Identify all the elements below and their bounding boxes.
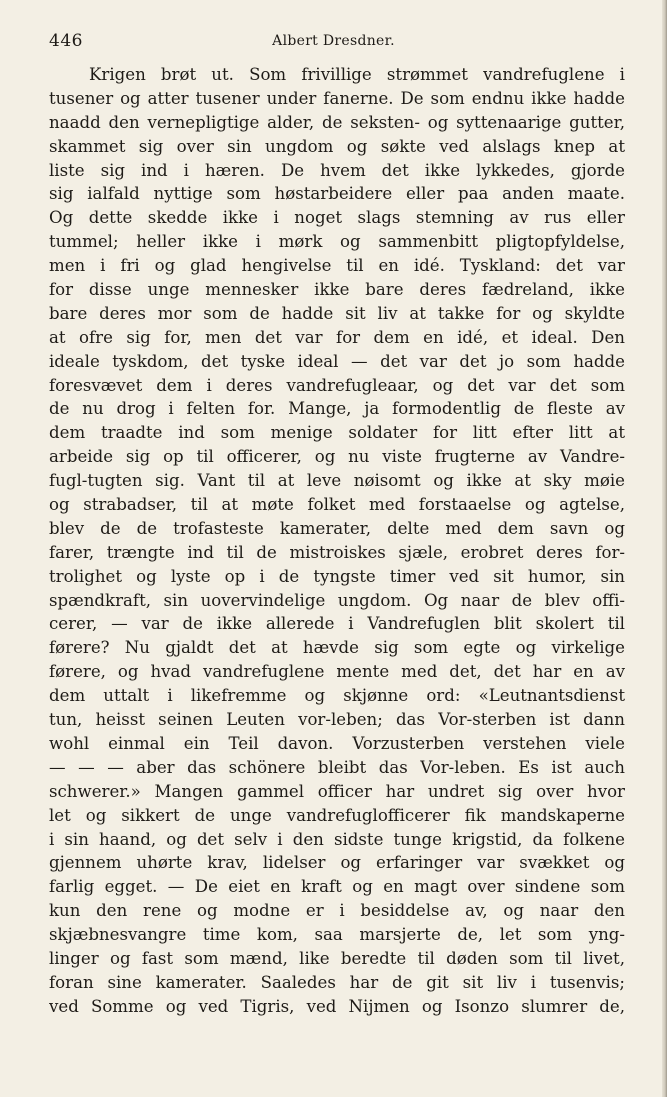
text-line: gjennem uhørte krav, lidelser og erfaringer var svækket og (49, 853, 625, 873)
text-line: og strabadser, til at møte folket med forstaaelse og agtelse, (49, 495, 625, 515)
text-line: tun, heisst seinen Leuten vor-leben; das Vor-sterben ist dann (49, 710, 625, 730)
text-line: foresvævet dem i deres vandrefugleaar, og det var det som (49, 375, 625, 395)
text-line: Og dette skedde ikke i noget slags stemning av rus eller (49, 208, 625, 228)
text-line: skjæbnesvangre time kom, saa marsjerte de, let som yng- (49, 925, 625, 945)
text-line: bare deres mor som de hadde sit liv at takke for og skyldte (49, 303, 625, 323)
text-line: spændkraft, sin uovervindelige ungdom. Og naar de blev offi- (49, 590, 625, 610)
text-line: farlig egget. — De eiet en kraft og en magt over sindene som (49, 877, 625, 897)
text-line: arbeide sig op til officerer, og nu viste frugterne av Vandre- (49, 447, 625, 467)
text-line: for disse unge mennesker ikke bare deres fædreland, ikke (49, 280, 625, 300)
text-line: ved Somme og ved Tigris, ved Nijmen og Isonzo slumrer de, (49, 996, 625, 1016)
text-line: dem uttalt i likefremme og skjønne ord: «Leutnantsdienst (49, 686, 625, 706)
page-number: 446 (49, 31, 83, 51)
text-line: dem traadte ind som menige soldater for litt efter litt at (49, 423, 625, 443)
text-line: — — — aber das schönere bleibt das Vor-leben. Es ist auch (49, 757, 625, 777)
text-line: førere? Nu gjaldt det at hævde sig som egte og virkelige (49, 638, 625, 658)
text-line: førere, og hvad vandrefuglene mente med det, det har en av (49, 662, 625, 682)
text-line: sig ialfald nyttige som høstarbeidere eller paa anden maate. (49, 184, 625, 204)
text-line: cerer, — var de ikke allerede i Vandrefuglen blit skolert til (49, 614, 625, 634)
body-text (49, 63, 625, 1019)
text-line: ideale tyskdom, det tyske ideal — det var det jo som hadde (49, 351, 625, 371)
text-line: men i fri og glad hengivelse til en idé. Tyskland: det var (49, 256, 625, 276)
text-line: wohl einmal ein Teil davon. Vorzusterben verstehen viele (49, 733, 625, 753)
text-line: at ofre sig for, men det var for dem en idé, et ideal. Den (49, 327, 625, 347)
text-line: Krigen brøt ut. Som frivillige strømmet vandrefuglene i (89, 65, 625, 84)
text-line: trolighet og lyste op i de tyngste timer ved sit humor, sin (49, 566, 625, 586)
text-line: fugl-tugten sig. Vant til at leve nøisomt og ikke at sky møie (49, 471, 625, 491)
text-line: tusener og atter tusener under fanerne. De som endnu ikke hadde (49, 88, 625, 108)
text-line: foran sine kamerater. Saaledes har de git sit liv i tusenvis; (49, 972, 625, 992)
page-edge (662, 0, 667, 1097)
text-line: schwerer.» Mangen gammel officer har undret sig over hvor (49, 781, 625, 801)
running-head: Albert Dresdner. (272, 33, 395, 49)
text-line: de nu drog i felten for. Mange, ja formodentlig de fleste av (49, 399, 625, 419)
text-line: liste sig ind i hæren. De hvem det ikke lykkedes, gjorde (49, 160, 625, 180)
text-line: skammet sig over sin ungdom og søkte ved alslags knep at (49, 136, 625, 156)
text-line: naadd den vernepligtige alder, de seksten- og syttenaarige gutter, (49, 112, 625, 132)
text-line: i sin haand, og det selv i den sidste tunge krigstid, da folkene (49, 829, 625, 849)
text-line: kun den rene og modne er i besiddelse av, og naar den (49, 901, 625, 921)
text-line: farer, trængte ind til de mistroiskes sjæle, erobret deres for- (49, 542, 625, 562)
text-line: tummel; heller ikke i mørk og sammenbitt pligtopfyldelse, (49, 232, 625, 252)
text-line: linger og fast som mænd, like beredte til døden som til livet, (49, 948, 625, 968)
text-line: let og sikkert de unge vandrefuglofficerer fik mandskaperne (49, 805, 625, 825)
text-line: blev de de trofasteste kamerater, delte med dem savn og (49, 518, 625, 538)
